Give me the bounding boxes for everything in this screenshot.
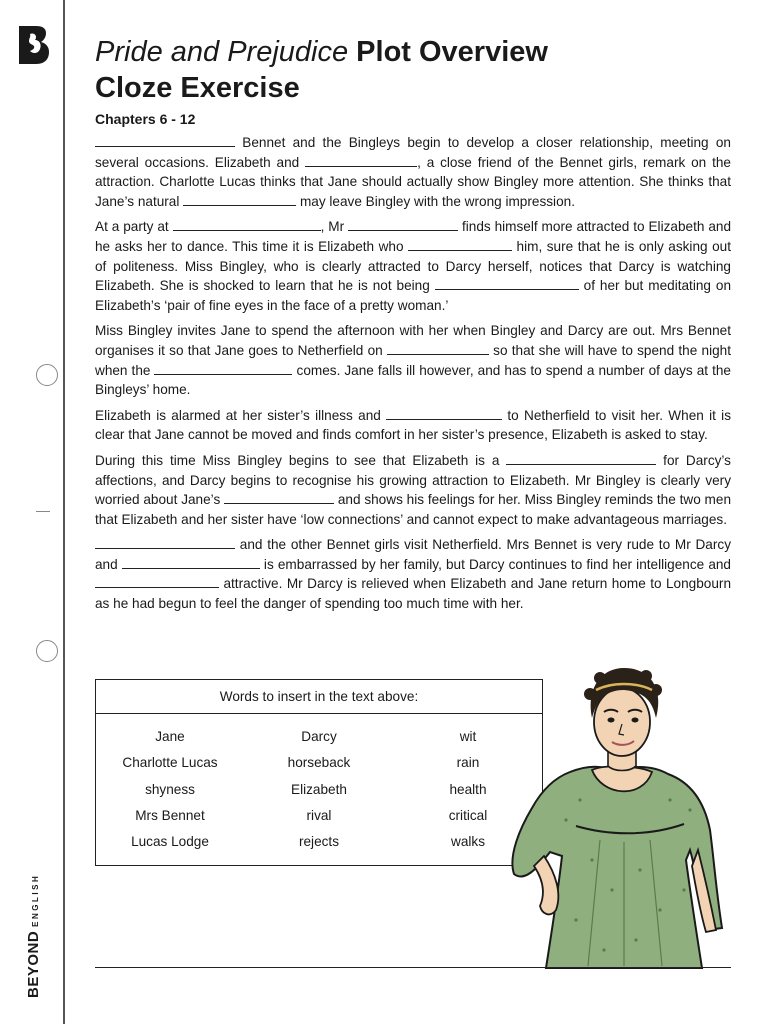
text-run: Elizabeth is alarmed at her sister’s illness and bbox=[95, 407, 387, 423]
brand-word-english: ENGLISH bbox=[31, 873, 40, 927]
cloze-blank[interactable] bbox=[435, 277, 579, 290]
cloze-blank[interactable] bbox=[305, 154, 417, 167]
cloze-blank[interactable] bbox=[386, 407, 502, 420]
title-plot-overview: Plot Overview bbox=[348, 36, 548, 68]
word-item: critical bbox=[448, 807, 488, 823]
beyond-b-logo-icon bbox=[16, 24, 50, 66]
cloze-blank[interactable] bbox=[122, 556, 260, 569]
brand-word-beyond: BEYOND bbox=[25, 930, 42, 998]
text-run: Miss Bingley invites Jane to spend the afternoon with her when Bingley and Darcy are out. Mrs Bennet organises it so that Jane goes to Netherfield on bbox=[95, 323, 731, 358]
cloze-blank[interactable] bbox=[348, 218, 458, 231]
word-bank-heading: Words to insert in the text above: bbox=[96, 680, 542, 714]
paragraph-3 bbox=[95, 321, 731, 399]
cloze-blank[interactable] bbox=[224, 491, 334, 504]
margin-line bbox=[63, 0, 65, 1024]
cloze-blank[interactable] bbox=[387, 342, 489, 355]
text-run: At a party at bbox=[95, 219, 173, 235]
paragraph-6 bbox=[95, 535, 731, 613]
text-run: and the other Bennet girls visit Netherfield. Mrs Bennet is very rude to Mr Darcy and bbox=[95, 537, 731, 572]
text-run: , Mr bbox=[320, 219, 349, 235]
cloze-blank[interactable] bbox=[408, 238, 512, 251]
text-run: for Darcy’s affections, and Darcy begins to recognise his growing attraction to Elizabeth. Mr Bingley is clearly very worried about Jane’s bbox=[95, 452, 731, 508]
title-book: Pride and Prejudice bbox=[95, 36, 349, 68]
text-run: , a close friend of the Bennet girls, remark on the attraction. Charlotte Lucas thinks that Jane should actually show Bingley more attention. She thinks that Jane’s natural bbox=[95, 154, 731, 209]
paragraph-2 bbox=[95, 217, 731, 315]
word-bank-grid bbox=[96, 714, 542, 852]
word-item: horseback bbox=[287, 755, 351, 771]
word-item: Darcy bbox=[301, 729, 337, 744]
word-item: health bbox=[449, 781, 487, 797]
cloze-blank[interactable] bbox=[154, 362, 292, 375]
word-item: Jane bbox=[155, 729, 185, 744]
text-run: may leave Bingley with the wrong impression. bbox=[296, 193, 575, 209]
cloze-blank[interactable] bbox=[95, 536, 235, 549]
word-item: Mrs Bennet bbox=[135, 807, 205, 823]
word-bank bbox=[95, 679, 543, 866]
cloze-blank[interactable] bbox=[183, 193, 296, 206]
cloze-blank[interactable] bbox=[95, 575, 219, 588]
page-title bbox=[95, 34, 548, 106]
text-run: of her but meditating on Elizabeth’s ‘pair of fine eyes in the face of a pretty woman.’ bbox=[95, 278, 732, 313]
cloze-text bbox=[95, 133, 731, 620]
word-item: rival bbox=[306, 807, 332, 823]
text-run: comes. Jane falls ill however, and has to spend a number of days at the Bingleys’ home. bbox=[95, 362, 731, 398]
text-run: him, sure that he is only asking out of politeness. Miss Bingley, who is clearly attracted to Darcy herself, notices that Darcy is watching Elizabeth. She is shocked to learn that he is not being bbox=[95, 238, 731, 294]
elizabeth-bennet-illustration bbox=[500, 660, 732, 970]
title-line2: Cloze Exercise bbox=[95, 72, 300, 104]
word-item: walks bbox=[451, 834, 485, 850]
word-item: wit bbox=[459, 729, 477, 744]
paragraph-4 bbox=[95, 406, 731, 445]
cloze-blank[interactable] bbox=[173, 218, 321, 231]
binder-hole bbox=[36, 364, 58, 386]
brand-wordmark bbox=[25, 874, 43, 998]
bottom-rule bbox=[95, 967, 731, 968]
paragraph-1 bbox=[95, 133, 731, 211]
fold-mark bbox=[36, 511, 50, 512]
text-run: so that she will have to spend the night when the bbox=[95, 342, 731, 378]
text-run: and shows his feelings for her. Miss Bingley reminds the two men that Elizabeth and her sister have ‘low connections’ and cannot expect to make advantageous marriages. bbox=[95, 492, 732, 527]
text-run: finds himself more attracted to Elizabeth and he asks her to dance. This time it is Elizabeth who bbox=[95, 219, 732, 254]
word-item: Lucas Lodge bbox=[131, 834, 209, 850]
word-item: Charlotte Lucas bbox=[122, 755, 218, 771]
cloze-blank[interactable] bbox=[506, 452, 656, 465]
text-run: is embarrassed by her family, but Darcy continues to find her intelligence and bbox=[259, 556, 731, 572]
chapters-label: Chapters 6 - 12 bbox=[95, 111, 196, 127]
text-run: During this time Miss Bingley begins to see that Elizabeth is a bbox=[95, 452, 507, 468]
binder-hole bbox=[36, 640, 58, 662]
word-item: rejects bbox=[298, 834, 340, 850]
cloze-blank[interactable] bbox=[95, 134, 235, 147]
word-item: rain bbox=[456, 755, 480, 771]
word-item: shyness bbox=[145, 781, 195, 797]
text-run: Bennet and the Bingleys begin to develop a closer relationship, meeting on several occasions. Elizabeth and bbox=[95, 135, 731, 170]
text-run: attractive. Mr Darcy is relieved when Elizabeth and Jane return home to Longbourn as he had begun to feel the danger of spending too much time with her. bbox=[95, 576, 731, 612]
text-run: to Netherfield to visit her. When it is clear that Jane cannot be moved and finds comfort in her sister’s presence, Elizabeth is asked to stay. bbox=[95, 407, 731, 443]
paragraph-5 bbox=[95, 451, 731, 529]
word-item: Elizabeth bbox=[291, 781, 347, 797]
